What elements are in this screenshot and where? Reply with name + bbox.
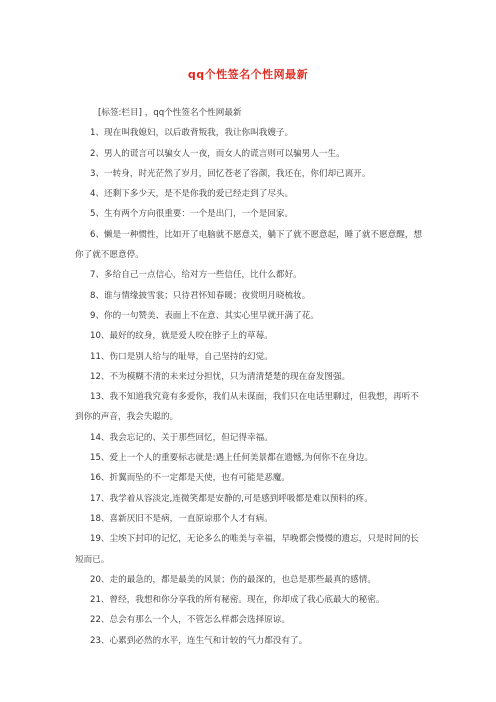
- document-title: qq个性签名个性网最新: [187, 68, 309, 81]
- list-item: 1、现在叫我媳妇，以后敢背叛我，我让你叫我嫂子。: [90, 128, 294, 139]
- list-item: 4、还剩下多少天，是不是你我的爱已经走到了尽头。: [90, 189, 294, 200]
- list-item: 10、最好的纹身，就是爱人咬在脖子上的草莓。: [90, 331, 273, 342]
- list-item: 18、喜新厌旧不是病，一直原谅那个人才有病。: [90, 513, 273, 524]
- list-item: 21、曾经，我想和你分享我的所有秘密。现在，你却成了我心底最大的秘密。: [90, 595, 385, 606]
- tags-line: [标签:栏目] ，qq个性签名个性网最新: [98, 108, 242, 118]
- list-item: 22、总会有那么一个人，不管怎么样都会选择原谅。: [90, 615, 290, 626]
- list-item: 5、生有两个方向很重要：一个是出门，一个是回家。: [90, 209, 294, 220]
- list-item: 20、走的最急的，都是最美的风景；伤的最深的，也总是那些最真的感情。: [90, 574, 376, 585]
- list-item: 14、我会忘记的、关于那些回忆，但记得幸福。: [90, 432, 273, 443]
- list-item: 7、多给自己一点信心，给对方一些信任，比什么都好。: [90, 270, 302, 281]
- document-body: [75, 103, 425, 651]
- signature-list: [75, 123, 425, 651]
- list-item: 9、你的一句赞美、表面上不在意、其实心里早就开满了花。: [90, 310, 319, 321]
- list-item: 19、尘埃下封印的记忆，无论多么的唯美与幸福，早晚都会慢慢的遗忘，只是时间的长短而已。: [75, 534, 419, 565]
- list-item: 16、折翼而坠的不一定都是天使，也有可能是恶魔。: [90, 473, 290, 484]
- list-item: 13、我不知道我究竟有多爱你，我们从未谋面，我们只在电话里聊过，但我想，再听不到你的声音，我会失聪的。: [75, 392, 419, 423]
- list-item: 12、不为模糊不清的未来过分担忧，只为清清楚楚的现在奋发图强。: [90, 371, 351, 382]
- list-item: 11、伤口是别人给与的耻辱，自己坚持的幻觉。: [90, 351, 273, 362]
- list-item: 6、懒是一种惯性，比如开了电脑就不愿意关，躺下了就不愿意起，睡了就不愿意醒，想你了就不愿意停。: [75, 229, 423, 261]
- list-item: 15、爱上一个人的重要标志就是:遇上任何美景都在遗憾,为何你不在身边。: [90, 453, 373, 464]
- list-item: 2、男人的谎言可以骗女人一夜，而女人的谎言则可以骗男人一生。: [90, 148, 345, 159]
- list-item: 23、心累到必然的水平，连生气和计较的气力都没有了。: [90, 635, 308, 646]
- list-item: 17、我学着从容淡定,连微笑都是安静的,可是感到呼吸都是难以预料的疼。: [90, 493, 373, 504]
- list-item: 3、一转身，时光茫然了岁月，回忆苍老了容颜，我还在，你们却已离开。: [90, 168, 371, 179]
- list-item: 8、谁与情缘披雪裳；只待君怀知春暖；夜赏明月晓梳妆。: [90, 290, 311, 301]
